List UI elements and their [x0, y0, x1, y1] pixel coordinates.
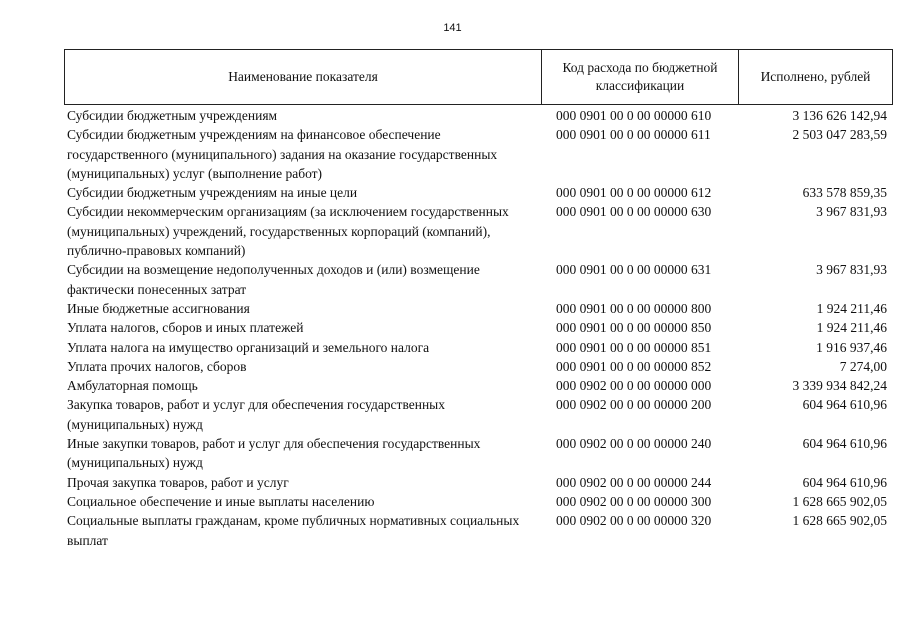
table-header: [64, 49, 893, 105]
row-code-cell: 000 0902 00 0 00 00000 300: [556, 493, 712, 509]
row-code-cell: 000 0901 00 0 00 00000 631: [556, 262, 712, 278]
column-header-code: Код расхода по бюджетной классификации: [542, 50, 739, 104]
row-code-cell: 000 0901 00 0 00 00000 610: [556, 108, 712, 123]
page-number: 141: [443, 22, 462, 34]
row-amount-cell: 3 967 831,93: [816, 262, 887, 278]
row-name-cell: Уплата налогов, сборов и иных платежей: [67, 320, 304, 336]
row-code-cell: 000 0901 00 0 00 00000 852: [556, 358, 712, 374]
row-code-cell: 000 0901 00 0 00 00000 611: [556, 127, 711, 143]
row-amount-cell: 3 136 626 142,94: [792, 108, 887, 123]
row-name-cell: Уплата прочих налогов, сборов: [67, 358, 247, 374]
row-code-cell: 000 0902 00 0 00 00000 244: [556, 474, 712, 490]
row-name-cell: Уплата налога на имущество организаций и земельного налога: [67, 339, 430, 355]
row-name-cell: Иные бюджетные ассигнования: [67, 300, 250, 316]
row-name-cell: Субсидии бюджетным учреждениям на финансовое обеспечение государственного (муниципального) задания на оказание государственных (муниципальных) услуг (выполнение работ): [67, 127, 498, 181]
row-amount-cell: 633 578 859,35: [802, 185, 887, 201]
row-name-cell: Социальные выплаты гражданам, кроме публичных нормативных социальных выплат: [67, 513, 520, 548]
table-row: [67, 183, 887, 202]
row-amount-cell: 2 503 047 283,59: [792, 127, 887, 143]
table-row: [67, 473, 887, 492]
column-header-name: Наименование показателя: [65, 50, 542, 104]
row-code-cell: 000 0901 00 0 00 00000 800: [556, 300, 712, 316]
row-amount-cell: 3 967 831,93: [816, 204, 887, 220]
row-amount-cell: 1 628 665 902,05: [792, 493, 887, 509]
row-code-cell: 000 0902 00 0 00 00000 320: [556, 513, 712, 529]
row-name-cell: Субсидии на возмещение недополученных доходов и (или) возмещение фактически понесенных затрат: [67, 262, 480, 297]
table-row: [67, 260, 887, 299]
row-code-cell: 000 0901 00 0 00 00000 630: [556, 204, 712, 220]
row-name-cell: Закупка товаров, работ и услуг для обеспечения государственных (муниципальных) нужд: [67, 397, 446, 432]
table-row: [67, 357, 887, 376]
row-amount-cell: 3 339 934 842,24: [792, 378, 887, 394]
row-name-cell: Субсидии бюджетным учреждениям на иные цели: [67, 185, 358, 201]
row-name-cell: Иные закупки товаров, работ и услуг для обеспечения государственных (муниципальных) нужд: [67, 436, 481, 471]
row-code-cell: 000 0902 00 0 00 00000 000: [556, 378, 712, 394]
row-amount-cell: 604 964 610,96: [802, 474, 887, 490]
table-row: [67, 202, 887, 260]
row-code-cell: 000 0901 00 0 00 00000 850: [556, 320, 712, 336]
row-amount-cell: 1 916 937,46: [816, 339, 887, 355]
table-row: [67, 492, 887, 511]
row-amount-cell: 1 924 211,46: [816, 320, 887, 336]
table-row: [67, 434, 887, 473]
row-amount-cell: 1 924 211,46: [816, 300, 887, 316]
row-code-cell: 000 0901 00 0 00 00000 612: [556, 185, 712, 201]
table-row: [67, 106, 887, 125]
row-amount-cell: 604 964 610,96: [802, 436, 887, 452]
table-row: [67, 395, 887, 434]
row-name-cell: Социальное обеспечение и иные выплаты населению: [67, 493, 375, 509]
row-amount-cell: 1 628 665 902,05: [792, 513, 887, 529]
row-name-cell: Субсидии некоммерческим организациям (за исключением государственных (муниципальных) учреждений, государственных корпораций (компаний), публично-правовых компаний): [67, 204, 509, 259]
row-name-cell: Прочая закупка товаров, работ и услуг: [67, 474, 289, 490]
table-row: [67, 376, 887, 395]
row-name-cell: Амбулаторная помощь: [67, 378, 198, 394]
table-row: [67, 318, 887, 337]
column-header-amount: Исполнено, рублей: [760, 69, 871, 84]
table-row: [67, 299, 887, 318]
row-code-cell: 000 0902 00 0 00 00000 200: [556, 397, 712, 413]
row-code-cell: 000 0901 00 0 00 00000 851: [556, 339, 712, 355]
table-row: [67, 338, 887, 357]
row-code-cell: 000 0902 00 0 00 00000 240: [556, 436, 712, 452]
row-name-cell: Субсидии бюджетным учреждениям: [67, 108, 278, 123]
table-row: [67, 511, 887, 550]
row-amount-cell: 604 964 610,96: [802, 397, 887, 413]
table-body: [67, 106, 887, 550]
row-amount-cell: 7 274,00: [839, 358, 887, 374]
table-row: [67, 125, 887, 183]
